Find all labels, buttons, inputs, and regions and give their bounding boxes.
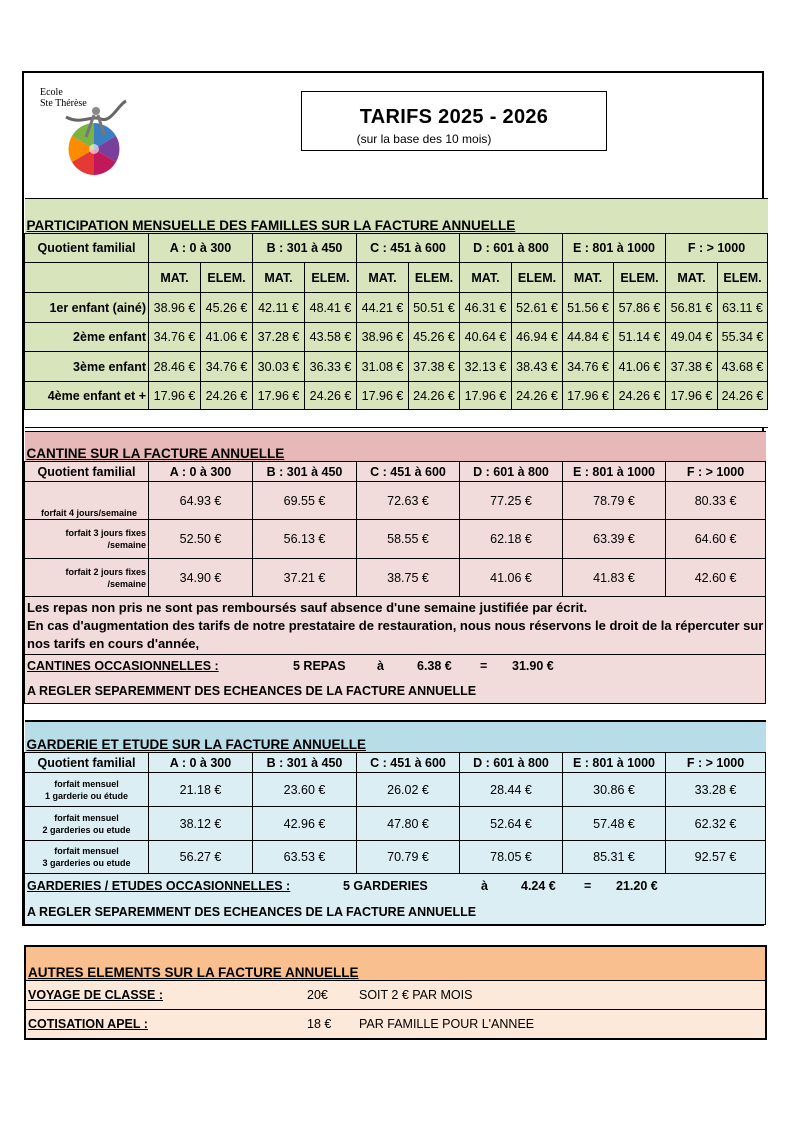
price-cell: 31.08 € bbox=[357, 352, 409, 382]
price-cell: 37.38 € bbox=[409, 352, 460, 382]
row-label-line2: 1 garderie ou étude bbox=[44, 790, 129, 801]
price-cell: 42.60 € bbox=[666, 559, 766, 597]
cantine-row-label bbox=[25, 482, 149, 520]
occasional-a: à bbox=[481, 879, 488, 893]
sub-mat: MAT. bbox=[253, 263, 305, 293]
occasional-qty: 5 GARDERIES bbox=[343, 879, 428, 893]
sub-mat: MAT. bbox=[666, 263, 718, 293]
autres-price: 20€ bbox=[305, 980, 353, 1009]
cantine-table bbox=[24, 431, 766, 721]
price-cell: 52.64 € bbox=[460, 807, 563, 841]
autres-label: VOYAGE DE CLASSE : bbox=[25, 980, 305, 1009]
garderie-occasional bbox=[25, 874, 766, 900]
cantine-note-1: Les repas non pris ne sont pas remboursés sauf absence d'une semaine justifiée par écrit. bbox=[27, 599, 588, 615]
price-cell: 28.44 € bbox=[460, 773, 563, 807]
price-cell: 46.31 € bbox=[460, 293, 512, 323]
price-cell: 34.76 € bbox=[563, 352, 614, 382]
qf-label: Quotient familial bbox=[25, 753, 149, 773]
bracket-e: E : 801 à 1000 bbox=[563, 234, 666, 263]
autres-price: 18 € bbox=[305, 1009, 353, 1039]
autres-desc: SOIT 2 € PAR MOIS bbox=[353, 980, 766, 1009]
autres-row bbox=[25, 1009, 766, 1039]
price-cell: 38.96 € bbox=[357, 323, 409, 352]
occasional-qty: 5 REPAS bbox=[293, 659, 346, 673]
bracket-c: C : 451 à 600 bbox=[357, 234, 460, 263]
qf-label: Quotient familial bbox=[25, 462, 149, 482]
participation-table bbox=[24, 198, 768, 428]
price-cell: 80.33 € bbox=[666, 482, 766, 520]
cantine-title: CANTINE SUR LA FACTURE ANNUELLE bbox=[25, 432, 766, 462]
occasional-eq: = bbox=[584, 879, 592, 893]
row-label-line1: forfait 2 jours fixes bbox=[65, 566, 146, 577]
cantine-row bbox=[25, 482, 766, 520]
row-label-line1: forfait 4 jours/semaine bbox=[41, 508, 138, 518]
price-cell: 36.33 € bbox=[305, 352, 357, 382]
price-cell: 45.26 € bbox=[409, 323, 460, 352]
sub-elem: ELEM. bbox=[409, 263, 460, 293]
cantine-occasional bbox=[25, 655, 766, 680]
occasional-total: 31.90 € bbox=[512, 659, 554, 673]
participation-row-label: 4ème enfant et + bbox=[25, 382, 149, 410]
logo-flower-icon bbox=[46, 97, 136, 177]
bracket-c: C : 451 à 600 bbox=[357, 462, 460, 482]
price-cell: 24.26 € bbox=[409, 382, 460, 410]
price-cell: 41.06 € bbox=[614, 352, 666, 382]
price-cell: 41.06 € bbox=[460, 559, 563, 597]
participation-row bbox=[25, 293, 768, 323]
school-logo bbox=[40, 87, 150, 197]
participation-row bbox=[25, 352, 768, 382]
price-cell: 52.50 € bbox=[149, 520, 253, 559]
price-cell: 37.21 € bbox=[253, 559, 357, 597]
occasional-total: 21.20 € bbox=[616, 879, 658, 893]
participation-row-label: 2ème enfant bbox=[25, 323, 149, 352]
price-cell: 69.55 € bbox=[253, 482, 357, 520]
occasional-eq: = bbox=[480, 659, 488, 673]
price-cell: 38.75 € bbox=[357, 559, 460, 597]
price-cell: 17.96 € bbox=[149, 382, 201, 410]
price-cell: 43.68 € bbox=[718, 352, 768, 382]
price-cell: 37.38 € bbox=[666, 352, 718, 382]
garderie-row-label bbox=[25, 841, 149, 874]
row-label-line2: 3 garderies ou etude bbox=[42, 858, 131, 868]
price-cell: 17.96 € bbox=[253, 382, 305, 410]
sub-elem: ELEM. bbox=[718, 263, 768, 293]
sub-mat: MAT. bbox=[563, 263, 614, 293]
garderie-row bbox=[25, 807, 766, 841]
occasional-label: CANTINES OCCASIONNELLES : bbox=[27, 659, 219, 673]
sub-mat: MAT. bbox=[460, 263, 512, 293]
bracket-d: D : 601 à 800 bbox=[460, 234, 563, 263]
garderie-row bbox=[25, 773, 766, 807]
price-cell: 77.25 € bbox=[460, 482, 563, 520]
price-cell: 17.96 € bbox=[357, 382, 409, 410]
cantine-notes bbox=[25, 597, 766, 655]
garderie-regler: A REGLER SEPAREMMENT DES ECHEANCES DE LA FACTURE ANNUELLE bbox=[25, 900, 766, 925]
bracket-d: D : 601 à 800 bbox=[460, 462, 563, 482]
cantine-row bbox=[25, 559, 766, 597]
price-cell: 37.28 € bbox=[253, 323, 305, 352]
header bbox=[24, 73, 762, 198]
price-cell: 46.94 € bbox=[512, 323, 563, 352]
price-cell: 24.26 € bbox=[614, 382, 666, 410]
autres-row bbox=[25, 980, 766, 1009]
occasional-price: 6.38 € bbox=[417, 659, 452, 673]
autres-label: COTISATION APEL : bbox=[25, 1009, 305, 1039]
price-cell: 56.81 € bbox=[666, 293, 718, 323]
participation-title: PARTICIPATION MENSUELLE DES FAMILLES SUR LA FACTURE ANNUELLE bbox=[25, 199, 768, 234]
price-cell: 24.26 € bbox=[718, 382, 768, 410]
autres-desc: PAR FAMILLE POUR L'ANNEE bbox=[353, 1009, 766, 1039]
autres-table bbox=[24, 945, 767, 1040]
price-cell: 45.26 € bbox=[201, 293, 253, 323]
autres-title: AUTRES ELEMENTS SUR LA FACTURE ANNUELLE bbox=[25, 946, 766, 980]
logo-line-1: Ecole bbox=[40, 87, 63, 98]
participation-row-label: 3ème enfant bbox=[25, 352, 149, 382]
row-label-line1: forfait mensuel bbox=[54, 778, 119, 789]
price-cell: 57.86 € bbox=[614, 293, 666, 323]
cantine-note-2: En cas d'augmentation des tarifs de notre prestataire de restauration, nous nous réservons le droit de la répercuter sur nos tarifs en cours d'année, bbox=[27, 617, 764, 651]
price-cell: 62.32 € bbox=[666, 807, 766, 841]
participation-row bbox=[25, 382, 768, 410]
occasional-a: à bbox=[377, 659, 384, 673]
price-cell: 41.06 € bbox=[201, 323, 253, 352]
price-cell: 58.55 € bbox=[357, 520, 460, 559]
price-cell: 56.13 € bbox=[253, 520, 357, 559]
price-cell: 63.53 € bbox=[253, 841, 357, 874]
spacer bbox=[25, 704, 766, 721]
cantine-row bbox=[25, 520, 766, 559]
garderie-row bbox=[25, 841, 766, 874]
price-cell: 21.18 € bbox=[149, 773, 253, 807]
sub-mat: MAT. bbox=[357, 263, 409, 293]
price-cell: 78.05 € bbox=[460, 841, 563, 874]
bracket-b: B : 301 à 450 bbox=[253, 234, 357, 263]
price-cell: 49.04 € bbox=[666, 323, 718, 352]
price-cell: 24.26 € bbox=[201, 382, 253, 410]
bracket-a: A : 0 à 300 bbox=[149, 234, 253, 263]
cantine-header-row bbox=[25, 462, 766, 482]
row-label-line1: forfait mensuel bbox=[54, 812, 119, 823]
price-cell: 24.26 € bbox=[512, 382, 563, 410]
price-cell: 70.79 € bbox=[357, 841, 460, 874]
price-cell: 44.21 € bbox=[357, 293, 409, 323]
bracket-f: F : > 1000 bbox=[666, 234, 768, 263]
price-cell: 38.96 € bbox=[149, 293, 201, 323]
bracket-e: E : 801 à 1000 bbox=[563, 753, 666, 773]
sub-elem: ELEM. bbox=[201, 263, 253, 293]
cantine-row-label bbox=[25, 520, 149, 559]
price-cell: 48.41 € bbox=[305, 293, 357, 323]
row-label-line1: forfait mensuel bbox=[54, 846, 119, 856]
price-cell: 44.84 € bbox=[563, 323, 614, 352]
garderie-header-row bbox=[25, 753, 766, 773]
cantine-row-label bbox=[25, 559, 149, 597]
price-cell: 47.80 € bbox=[357, 807, 460, 841]
price-cell: 40.64 € bbox=[460, 323, 512, 352]
price-cell: 64.93 € bbox=[149, 482, 253, 520]
price-cell: 51.56 € bbox=[563, 293, 614, 323]
sub-elem: ELEM. bbox=[614, 263, 666, 293]
bracket-b: B : 301 à 450 bbox=[253, 753, 357, 773]
sub-elem: ELEM. bbox=[305, 263, 357, 293]
bracket-e: E : 801 à 1000 bbox=[563, 462, 666, 482]
occasional-price: 4.24 € bbox=[521, 879, 556, 893]
garderie-occasional-row bbox=[25, 874, 766, 900]
cantine-occasional-row bbox=[25, 655, 766, 680]
bracket-c: C : 451 à 600 bbox=[357, 753, 460, 773]
title-box bbox=[301, 91, 607, 151]
price-cell: 23.60 € bbox=[253, 773, 357, 807]
price-cell: 32.13 € bbox=[460, 352, 512, 382]
price-cell: 85.31 € bbox=[563, 841, 666, 874]
participation-header-row bbox=[25, 234, 768, 263]
price-cell: 41.83 € bbox=[563, 559, 666, 597]
price-cell: 34.90 € bbox=[149, 559, 253, 597]
sub-mat: MAT. bbox=[149, 263, 201, 293]
sub-elem: ELEM. bbox=[512, 263, 563, 293]
bracket-b: B : 301 à 450 bbox=[253, 462, 357, 482]
price-cell: 52.61 € bbox=[512, 293, 563, 323]
page-subtitle: (sur la base des 10 mois) bbox=[356, 132, 492, 146]
price-cell: 63.39 € bbox=[563, 520, 666, 559]
row-label-line2: /semaine bbox=[107, 540, 146, 550]
price-cell: 56.27 € bbox=[149, 841, 253, 874]
price-cell: 34.76 € bbox=[149, 323, 201, 352]
page-title: TARIFS 2025 - 2026 bbox=[359, 106, 549, 128]
price-cell: 38.12 € bbox=[149, 807, 253, 841]
price-cell: 92.57 € bbox=[666, 841, 766, 874]
price-cell: 72.63 € bbox=[357, 482, 460, 520]
price-cell: 38.43 € bbox=[512, 352, 563, 382]
garderie-row-label bbox=[25, 773, 149, 807]
price-cell: 30.03 € bbox=[253, 352, 305, 382]
row-label-line2: /semaine bbox=[107, 578, 146, 589]
cantine-regler: A REGLER SEPAREMMENT DES ECHEANCES DE LA FACTURE ANNUELLE bbox=[25, 680, 766, 704]
price-cell: 55.34 € bbox=[718, 323, 768, 352]
garderie-title: GARDERIE ET ETUDE SUR LA FACTURE ANNUELLE bbox=[25, 722, 766, 753]
row-label-line1: forfait 3 jours fixes bbox=[65, 528, 146, 538]
price-cell: 62.18 € bbox=[460, 520, 563, 559]
price-cell: 24.26 € bbox=[305, 382, 357, 410]
price-cell: 43.58 € bbox=[305, 323, 357, 352]
logo-line-2: Ste Thérèse bbox=[40, 98, 87, 109]
price-cell: 17.96 € bbox=[666, 382, 718, 410]
price-cell: 26.02 € bbox=[357, 773, 460, 807]
spacer bbox=[25, 410, 768, 428]
price-cell: 63.11 € bbox=[718, 293, 768, 323]
price-cell: 34.76 € bbox=[201, 352, 253, 382]
row-label-line2: 2 garderies ou etude bbox=[42, 824, 131, 835]
price-cell: 33.28 € bbox=[666, 773, 766, 807]
qf-label: Quotient familial bbox=[25, 234, 149, 263]
price-cell: 42.11 € bbox=[253, 293, 305, 323]
participation-row-label: 1er enfant (ainé) bbox=[25, 293, 149, 323]
occasional-label: GARDERIES / ETUDES OCCASIONNELLES : bbox=[27, 879, 291, 893]
empty-cell bbox=[25, 263, 149, 293]
price-cell: 50.51 € bbox=[409, 293, 460, 323]
garderie-table bbox=[24, 721, 766, 925]
participation-row bbox=[25, 323, 768, 352]
price-cell: 64.60 € bbox=[666, 520, 766, 559]
bracket-f: F : > 1000 bbox=[666, 462, 766, 482]
price-cell: 57.48 € bbox=[563, 807, 666, 841]
price-cell: 17.96 € bbox=[563, 382, 614, 410]
bracket-f: F : > 1000 bbox=[666, 753, 766, 773]
bracket-a: A : 0 à 300 bbox=[149, 462, 253, 482]
price-cell: 51.14 € bbox=[614, 323, 666, 352]
price-cell: 78.79 € bbox=[563, 482, 666, 520]
bracket-d: D : 601 à 800 bbox=[460, 753, 563, 773]
price-cell: 28.46 € bbox=[149, 352, 201, 382]
garderie-row-label bbox=[25, 807, 149, 841]
bracket-a: A : 0 à 300 bbox=[149, 753, 253, 773]
participation-sub-row bbox=[25, 263, 768, 293]
price-cell: 30.86 € bbox=[563, 773, 666, 807]
price-cell: 42.96 € bbox=[253, 807, 357, 841]
price-cell: 17.96 € bbox=[460, 382, 512, 410]
